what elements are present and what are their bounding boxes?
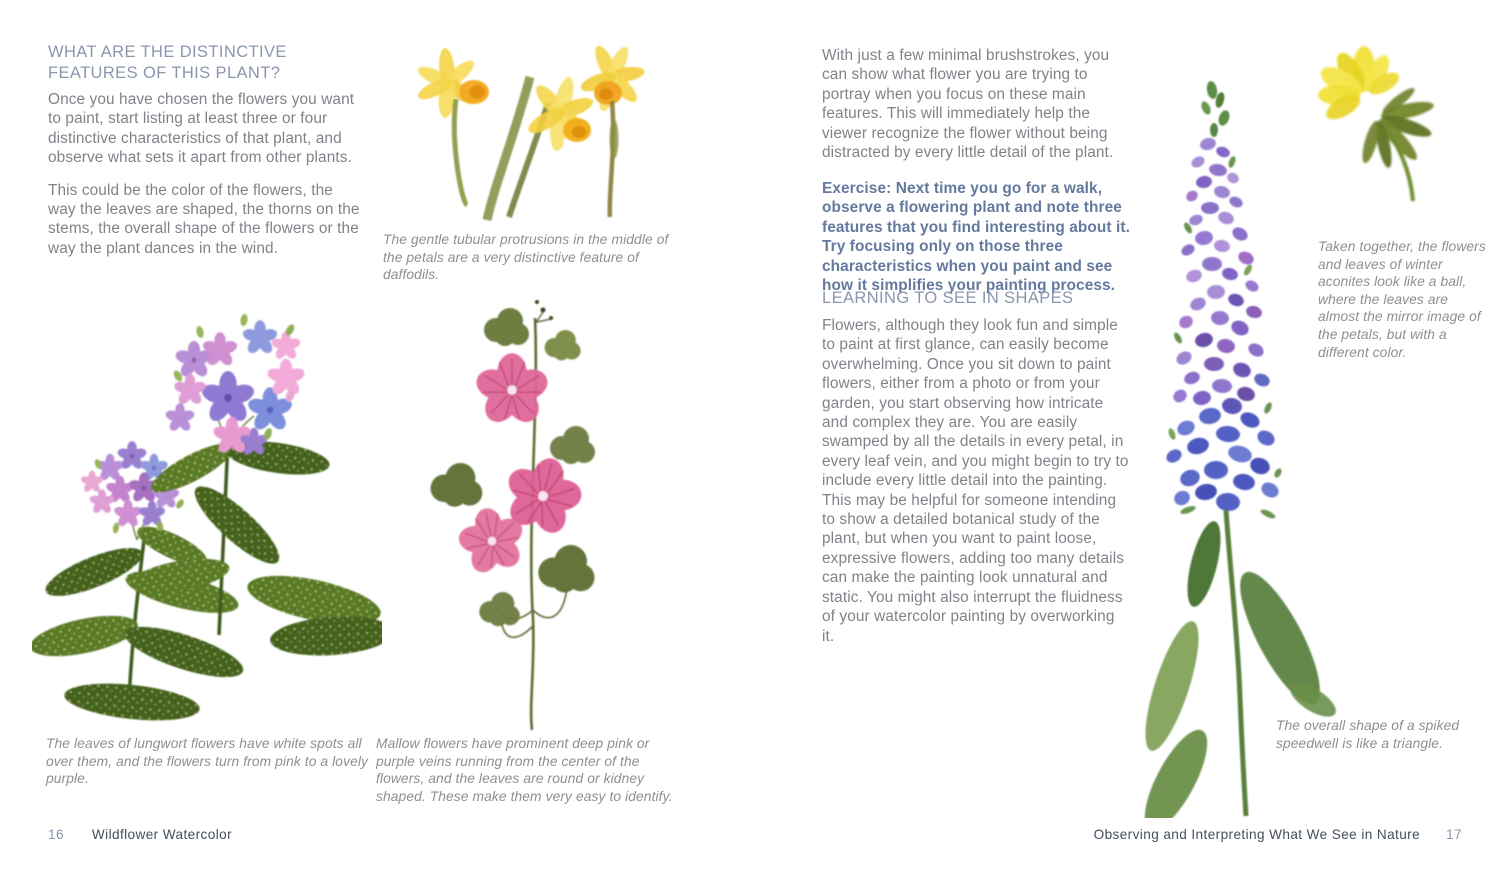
chapter-title: Observing and Interpreting What We See in Nature	[1093, 827, 1421, 842]
left-body-text	[48, 90, 364, 271]
right-intro-paragraph: With just a few minimal brushstrokes, you can show what flower you are trying to portray when you focus on these main features. This will immediately help the viewer recognize the flower without being distracted by every little detail of the plant.	[822, 47, 1114, 162]
mallow-caption: Mallow flowers have prominent deep pink or purple veins running from the center of the flowers, and the leaves are round or kidney shaped. These make them very easy to identify.	[376, 736, 673, 804]
lungwort-caption: The leaves of lungwort flowers have white spots all over them, and the flowers turn from pink to a lovely purple.	[46, 736, 369, 787]
winter-aconite-illustration	[1300, 35, 1450, 215]
left-section-heading: WHAT ARE THE DISTINCTIVE FEATURES OF THIS PLANT?	[48, 43, 287, 82]
daffodil-caption: The gentle tubular protrusions in the middle of the petals are a very distinctive feature of daffodils.	[383, 232, 669, 283]
right-section-heading: LEARNING TO SEE IN SHAPES	[822, 289, 1074, 307]
mallow-illustration	[415, 288, 650, 733]
left-paragraph-1: Once you have chosen the flowers you want to paint, start listing at least three or four distinctive characteristics of that plant, and observe what sets it apart from other plants.	[48, 91, 355, 167]
right-footer	[1094, 827, 1462, 842]
left-paragraph-2: This could be the color of the flowers, the way the leaves are shaped, the thorns on the stems, the overall shape of the flowers or the way the plant dances in the wind.	[48, 181, 360, 257]
speedwell-caption: The overall shape of a spiked speedwell is like a triangle.	[1276, 718, 1460, 751]
left-footer	[48, 827, 232, 842]
right-page-number: 17	[1446, 827, 1462, 842]
right-body-text: Flowers, although they look fun and simple to paint at first glance, can easily become overwhelming. Once you sit down to paint flowers, either from a photo or from your garden, you start observing how intricate and complex they are. You are easily swamped by all the details in every petal, in every leaf vein, and you might begin to try to include every little detail into the painting. This may be helpful for someone intending to show a detailed botanical study of the plant, but when you want to paint loose, expressive flowers, adding too many details can make the painting look unnatural and static. You might also interrupt the fluidness of your watercolor painting by overworking it.	[822, 317, 1129, 645]
winter-aconite-caption: Taken together, the flowers and leaves of winter aconites look like a ball, where the leaves are almost the mirror image of the petals, but with a different color.	[1318, 239, 1486, 360]
exercise-paragraph: Exercise: Next time you go for a walk, observe a flowering plant and note three features that you find interesting about it. Try focusing only on those three characteristics when you paint and see how it simplifies your painting process.	[822, 180, 1130, 295]
daffodils-illustration	[388, 26, 668, 228]
lungwort-illustration	[32, 300, 382, 730]
left-page-number: 16	[48, 827, 64, 842]
book-title: Wildflower Watercolor	[91, 827, 233, 842]
